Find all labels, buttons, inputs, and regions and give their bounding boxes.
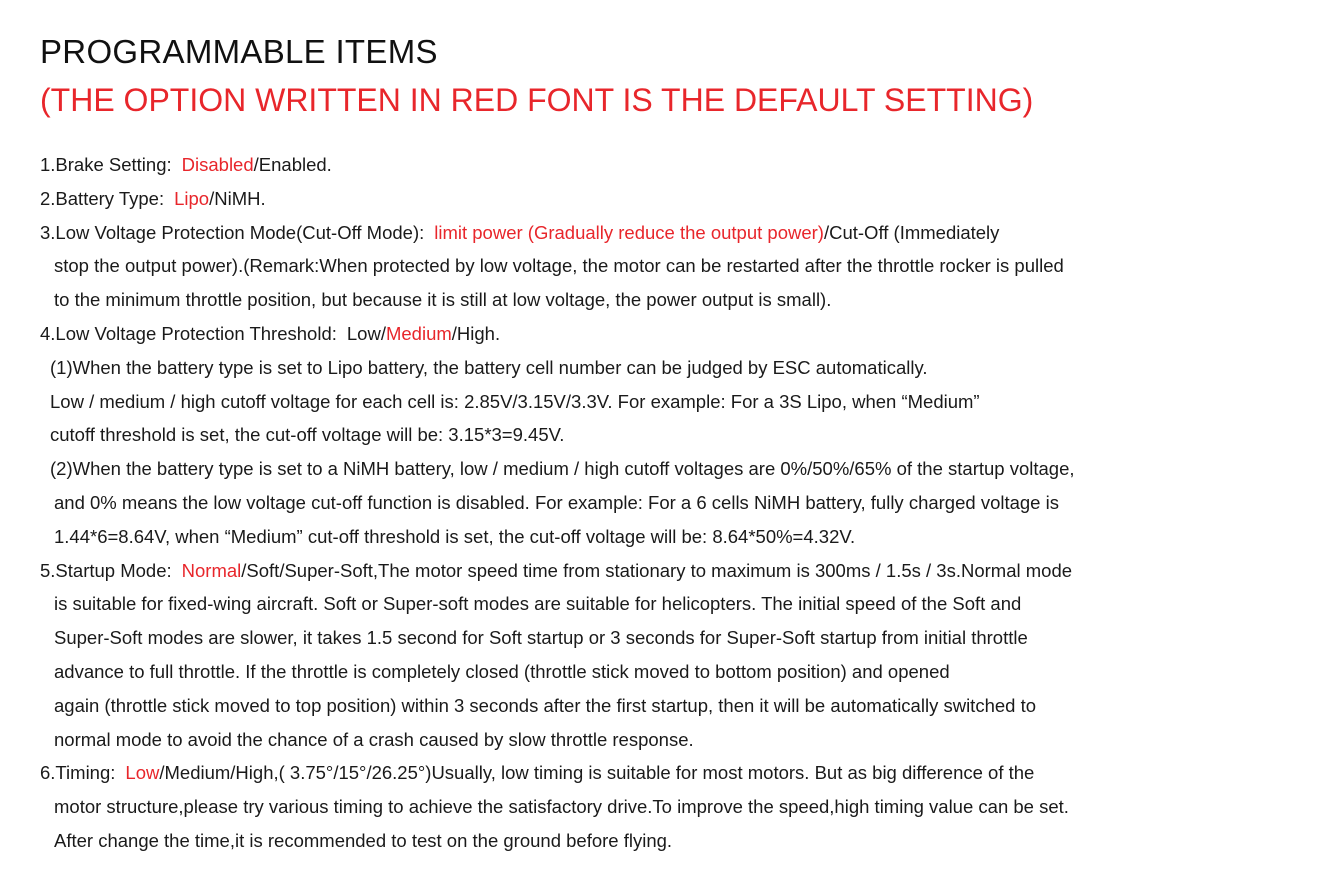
- programmable-items-list: [40, 148, 1300, 858]
- other-options: /Cut-Off (Immediately: [823, 221, 1000, 243]
- item-text-line: stop the output power).(Remark:When protected by low voltage, the motor can be restarted after the throttle rocker is pulled: [54, 255, 1064, 277]
- default-option: Low: [125, 762, 160, 784]
- item-brake-setting: [40, 148, 1300, 182]
- other-options: /Enabled.: [253, 154, 332, 175]
- other-options: /Medium/High,( 3.75°/15°/26.25°)Usually, low timing is suitable for most motors. But as big difference of the: [159, 762, 1035, 784]
- item-text-line: normal mode to avoid the chance of a crash caused by slow throttle response.: [54, 728, 694, 750]
- item-text-line: again (throttle stick moved to top position) within 3 seconds after the first startup, then it will be automatically switched to: [54, 694, 1036, 716]
- item-text-line: Low / medium / high cutoff voltage for each cell is: 2.85V/3.15V/3.3V. For example: For a 3S Lipo, when “Medium”: [50, 390, 980, 412]
- document-page: [40, 28, 1300, 858]
- other-options: /Soft/Super-Soft,The motor speed time from stationary to maximum is 300ms / 1.5s / 3s.Normal mode: [241, 559, 1073, 581]
- default-option: Medium: [385, 322, 452, 344]
- item-timing: [40, 756, 1300, 790]
- item-text-line: to the minimum throttle position, but because it is still at low voltage, the power output is small).: [54, 289, 832, 311]
- other-options: /NiMH.: [209, 187, 266, 209]
- default-setting-note: (THE OPTION WRITTEN IN RED FONT IS THE DEFAULT SETTING): [40, 82, 1034, 118]
- default-option: Normal: [181, 559, 242, 581]
- item-lvp-threshold: [40, 317, 1300, 351]
- item-text-line: After change the time,it is recommended to test on the ground before flying.: [54, 829, 673, 851]
- other-options: /High.: [451, 322, 501, 344]
- item-label: 2.Battery Type:: [40, 187, 165, 209]
- item-text-line: motor structure,please try various timing to achieve the satisfactory drive.To improve the speed,high timing value can be set.: [54, 796, 1069, 818]
- item-label: 1.Brake Setting:: [40, 154, 172, 175]
- option-low: Low/: [346, 322, 386, 344]
- item-text-line: advance to full throttle. If the throttle is completely closed (throttle stick moved to bottom position) and opened: [54, 660, 950, 682]
- item-label: 5.Startup Mode:: [40, 559, 172, 581]
- item-text-line: and 0% means the low voltage cut-off function is disabled. For example: For a 6 cells NiMH battery, fully charged voltage is: [54, 491, 1059, 513]
- item-lvp-mode: [40, 216, 1300, 250]
- item-text-line: (2)When the battery type is set to a NiMH battery, low / medium / high cutoff voltages are 0%/50%/65% of the startup voltage,: [50, 458, 1075, 480]
- item-text-line: 1.44*6=8.64V, when “Medium” cut-off threshold is set, the cut-off voltage will be: 8.64*50%=4.32V.: [54, 525, 856, 547]
- item-text-line: (1)When the battery type is set to Lipo battery, the battery cell number can be judged by ESC automatically.: [50, 356, 928, 378]
- item-startup-mode: [40, 554, 1300, 588]
- item-label: 4.Low Voltage Protection Threshold:: [40, 322, 337, 344]
- default-option: Disabled: [181, 154, 254, 175]
- default-option: Lipo: [174, 187, 210, 209]
- default-option: limit power (Gradually reduce the output power): [434, 221, 824, 243]
- item-battery-type: [40, 182, 1300, 216]
- item-label: 6.Timing:: [40, 762, 116, 784]
- page-title: PROGRAMMABLE ITEMS: [40, 33, 438, 70]
- item-text-line: cutoff threshold is set, the cut-off voltage will be: 3.15*3=9.45V.: [50, 424, 565, 446]
- item-text-line: is suitable for fixed-wing aircraft. Soft or Super-soft modes are suitable for helicopters. The initial speed of the Soft and: [54, 593, 1022, 615]
- item-text-line: Super-Soft modes are slower, it takes 1.5 second for Soft startup or 3 seconds for Super-Soft startup from initial throttle: [54, 627, 1028, 649]
- item-label: 3.Low Voltage Protection Mode(Cut-Off Mode):: [40, 221, 425, 243]
